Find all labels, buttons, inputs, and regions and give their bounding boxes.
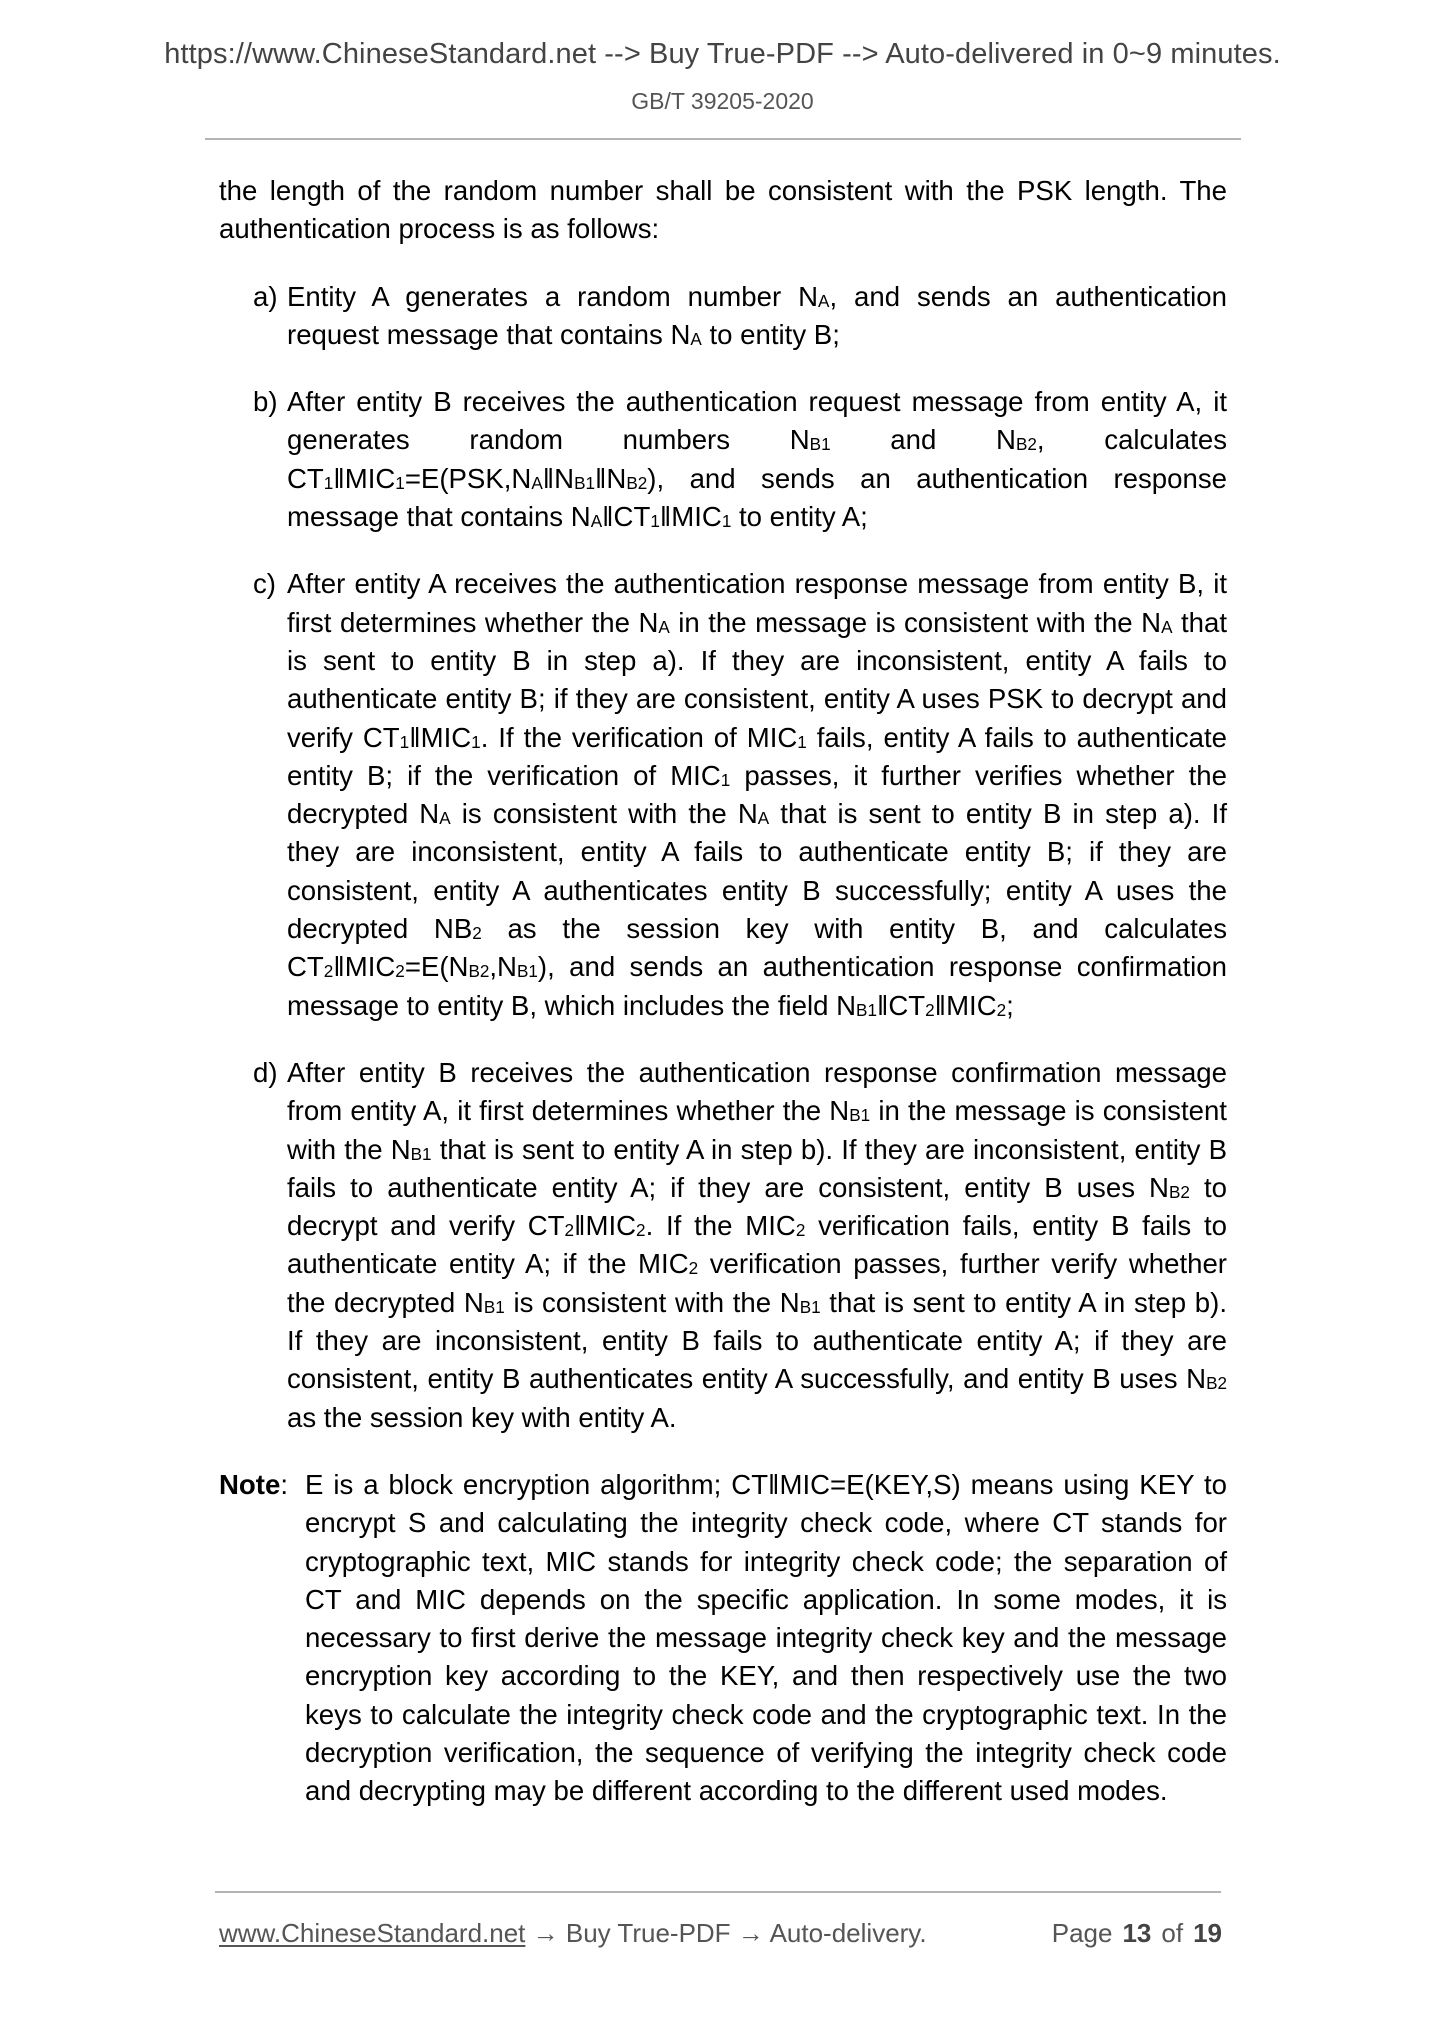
page-label: Page xyxy=(1051,1918,1113,1948)
step-text: After entity B receives the authentication request message from entity A, it generates random numbers $N_{B1}$ and $N_{B2}$, calculates $CT_1‖MIC_1=E(PSK,N_A‖N_{B1}‖N_{B2})$, and sends an authentication response message that contains $N_A‖CT_1‖MIC_1$ to entity A; xyxy=(287,386,1227,533)
step-marker: c) xyxy=(253,568,276,600)
step-b xyxy=(219,383,1227,536)
step-text: Entity A generates a random number $N_A$, and sends an authentication request message that contains $N_A$ to entity B; xyxy=(287,280,1227,350)
note-text: E is a block encryption algorithm; CT‖MIC=E(KEY,S) means using KEY to encrypt S and calculating the integrity check code, where CT stands for cryptographic text, MIC stands for integrity check code; the separation of CT and MIC depends on the specific application. In some modes, it is necessary to first derive the message integrity check key and the message encryption key according to the KEY, and then respectively use the two keys to calculate the integrity check code and the cryptographic text. In the decryption verification, the sequence of verifying the integrity check code and decrypting may be different according to the different used modes. xyxy=(305,1468,1227,1807)
note-block xyxy=(219,1466,1227,1811)
step-a xyxy=(219,278,1227,355)
step-marker: d) xyxy=(253,1056,278,1088)
header-promo-line: https://www.ChineseStandard.net --> Buy True-PDF --> Auto-delivered in 0~9 minutes. xyxy=(164,38,1281,70)
step-d xyxy=(219,1054,1227,1437)
step-text: After entity B receives the authentication response confirmation message from entity A, it first determines whether the $N_{B1}$ in the message is consistent with the $N_{B1}$ that is sent to entity A in step b). If they are inconsistent, entity B fails to authenticate entity A; if they are consistent, entity B uses $N_{B2}$ to decrypt and verify $CT_2‖MIC_2$. If the $MIC_2$ verification fails, entity B fails to authenticate entity A; if the $MIC_2$ verification passes, further verify whether the decrypted $N_{B1}$ is consistent with the $N_{B1}$ that is sent to entity A in step b). If they are inconsistent, entity B fails to authenticate entity A; if they are consistent, entity B authenticates entity A successfully, and entity B uses $N_{B2}$ as the session key with entity A. xyxy=(287,1056,1227,1433)
page-content xyxy=(219,172,1227,1811)
intro-paragraph: the length of the random number shall be consistent with the PSK length. The authentication process is as follows: xyxy=(219,175,1227,245)
footer-promo xyxy=(219,1918,927,1949)
header-divider xyxy=(205,138,1241,140)
step-marker: b) xyxy=(253,386,278,418)
standard-code: GB/T 39205-2020 xyxy=(631,88,814,114)
authentication-steps xyxy=(219,278,1227,1437)
page-number xyxy=(1052,1918,1222,1949)
step-marker: a) xyxy=(253,280,278,312)
note-label: Note: xyxy=(219,1468,288,1500)
page-current: 13 xyxy=(1122,1918,1152,1948)
site-link[interactable]: www.ChineseStandard.net xyxy=(219,1918,526,1948)
footer-divider xyxy=(215,1891,1221,1893)
page-footer xyxy=(219,1918,1222,1949)
step-text: After entity A receives the authentication response message from entity B, it first determines whether the $N_A$ in the message is consistent with the $N_A$ that is sent to entity B in step a). If they are inconsistent, entity A fails to authenticate entity B; if they are consistent, entity A uses PSK to decrypt and verify $CT_1‖MIC_1$. If the verification of $MIC_1$ fails, entity A fails to authenticate entity B; if the verification of $MIC_1$ passes, it further verifies whether the decrypted $N_A$ is consistent with the $N_A$ that is sent to entity B in step a). If they are inconsistent, entity A fails to authenticate entity B; if they are consistent, entity A authenticates entity B successfully; entity A uses the decrypted $NB_2$ as the session key with entity B, and calculates $CT_2‖MIC_2=E(N_{B2},N_{B1})$, and sends an authentication response confirmation message to entity B, which includes the field $N_{B1}‖CT_2‖MIC_2$; xyxy=(287,568,1228,1021)
page-of: of xyxy=(1161,1918,1184,1948)
footer-tagline: → Buy True-PDF → Auto-delivery. xyxy=(525,1918,927,1948)
page-total: 19 xyxy=(1193,1918,1222,1948)
step-c xyxy=(219,565,1227,1025)
